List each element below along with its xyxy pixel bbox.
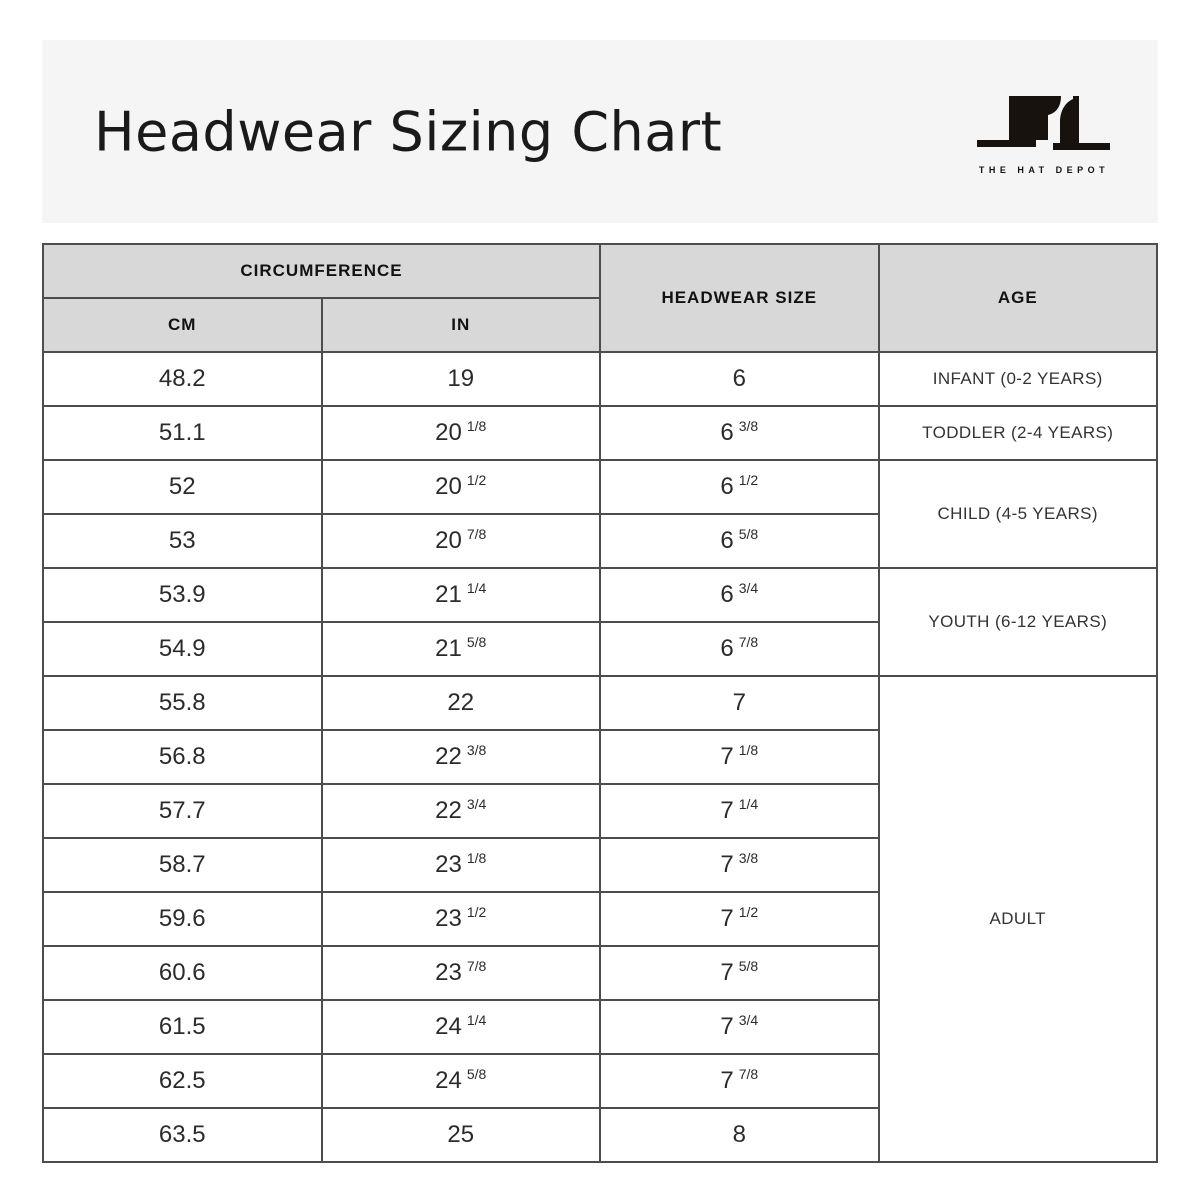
size-cell: 7 $^{1/4}$ bbox=[600, 784, 879, 838]
size-cell: 7 bbox=[600, 676, 879, 730]
col-header-age: AGE bbox=[879, 244, 1158, 352]
fraction: 5/8 bbox=[738, 526, 759, 542]
in-cell: 25 bbox=[322, 1108, 601, 1162]
age-cell: INFANT (0-2 YEARS) bbox=[879, 352, 1158, 406]
size-cell: 6 $^{3/8}$ bbox=[600, 406, 879, 460]
size-cell: 6 $^{5/8}$ bbox=[600, 514, 879, 568]
cm-cell: 58.7 bbox=[43, 838, 322, 892]
size-cell: 7 $^{1/8}$ bbox=[600, 730, 879, 784]
in-cell: 22 $^{3/8}$ bbox=[322, 730, 601, 784]
cm-cell: 53 bbox=[43, 514, 322, 568]
fraction: 1/8 bbox=[466, 418, 487, 434]
cm-cell: 60.6 bbox=[43, 946, 322, 1000]
size-cell: 7 $^{5/8}$ bbox=[600, 946, 879, 1000]
age-cell: TODDLER (2-4 YEARS) bbox=[879, 406, 1158, 460]
size-cell: 7 $^{3/8}$ bbox=[600, 838, 879, 892]
in-cell: 24 $^{5/8}$ bbox=[322, 1054, 601, 1108]
size-cell: 6 $^{3/4}$ bbox=[600, 568, 879, 622]
fraction: 7/8 bbox=[466, 958, 487, 974]
table-row bbox=[43, 460, 1157, 514]
brand-name: THE HAT DEPOT bbox=[978, 165, 1110, 175]
fraction: 3/4 bbox=[466, 796, 487, 812]
age-cell: ADULT bbox=[879, 676, 1158, 1162]
cm-cell: 61.5 bbox=[43, 1000, 322, 1054]
sizing-table-body bbox=[43, 352, 1157, 1162]
brand-logo bbox=[972, 94, 1116, 175]
in-cell: 23 $^{1/2}$ bbox=[322, 892, 601, 946]
in-cell: 21 $^{5/8}$ bbox=[322, 622, 601, 676]
fraction: 1/2 bbox=[466, 472, 487, 488]
size-cell: 6 $^{7/8}$ bbox=[600, 622, 879, 676]
fraction: 1/2 bbox=[466, 904, 487, 920]
col-header-in: IN bbox=[322, 298, 601, 352]
cm-cell: 53.9 bbox=[43, 568, 322, 622]
col-header-circumference: CIRCUMFERENCE bbox=[43, 244, 600, 298]
fraction: 1/4 bbox=[466, 1012, 487, 1028]
fraction: 1/2 bbox=[738, 472, 759, 488]
in-cell: 20 $^{1/8}$ bbox=[322, 406, 601, 460]
age-cell: CHILD (4-5 YEARS) bbox=[879, 460, 1158, 568]
fraction: 7/8 bbox=[738, 1066, 759, 1082]
fraction: 1/4 bbox=[466, 580, 487, 596]
table-row bbox=[43, 406, 1157, 460]
cm-cell: 59.6 bbox=[43, 892, 322, 946]
fraction: 3/8 bbox=[738, 418, 759, 434]
in-cell: 22 bbox=[322, 676, 601, 730]
cm-cell: 62.5 bbox=[43, 1054, 322, 1108]
cm-cell: 54.9 bbox=[43, 622, 322, 676]
cm-cell: 55.8 bbox=[43, 676, 322, 730]
in-cell: 23 $^{1/8}$ bbox=[322, 838, 601, 892]
fraction: 3/4 bbox=[738, 1012, 759, 1028]
cm-cell: 48.2 bbox=[43, 352, 322, 406]
cm-cell: 56.8 bbox=[43, 730, 322, 784]
fraction: 3/8 bbox=[738, 850, 759, 866]
page-title: Headwear Sizing Chart bbox=[94, 100, 723, 163]
col-header-headwear-size: HEADWEAR SIZE bbox=[600, 244, 879, 352]
fraction: 5/8 bbox=[738, 958, 759, 974]
in-cell: 21 $^{1/4}$ bbox=[322, 568, 601, 622]
fraction: 1/4 bbox=[738, 796, 759, 812]
size-cell: 7 $^{7/8}$ bbox=[600, 1054, 879, 1108]
sizing-table bbox=[42, 243, 1158, 1163]
fraction: 7/8 bbox=[466, 526, 487, 542]
top-hat-icon bbox=[974, 94, 1114, 160]
size-cell: 7 $^{3/4}$ bbox=[600, 1000, 879, 1054]
table-header-row-1 bbox=[43, 244, 1157, 298]
table-row bbox=[43, 568, 1157, 622]
age-cell: YOUTH (6-12 YEARS) bbox=[879, 568, 1158, 676]
in-cell: 23 $^{7/8}$ bbox=[322, 946, 601, 1000]
in-cell: 22 $^{3/4}$ bbox=[322, 784, 601, 838]
size-cell: 6 $^{1/2}$ bbox=[600, 460, 879, 514]
fraction: 1/8 bbox=[738, 742, 759, 758]
size-cell: 8 bbox=[600, 1108, 879, 1162]
cm-cell: 51.1 bbox=[43, 406, 322, 460]
fraction: 1/2 bbox=[738, 904, 759, 920]
cm-cell: 52 bbox=[43, 460, 322, 514]
cm-cell: 57.7 bbox=[43, 784, 322, 838]
in-cell: 19 bbox=[322, 352, 601, 406]
fraction: 7/8 bbox=[738, 634, 759, 650]
table-row bbox=[43, 676, 1157, 730]
fraction: 3/4 bbox=[738, 580, 759, 596]
in-cell: 20 $^{7/8}$ bbox=[322, 514, 601, 568]
in-cell: 24 $^{1/4}$ bbox=[322, 1000, 601, 1054]
title-band bbox=[42, 40, 1158, 223]
fraction: 5/8 bbox=[466, 1066, 487, 1082]
fraction: 5/8 bbox=[466, 634, 487, 650]
table-row bbox=[43, 352, 1157, 406]
col-header-cm: CM bbox=[43, 298, 322, 352]
fraction: 3/8 bbox=[466, 742, 487, 758]
cm-cell: 63.5 bbox=[43, 1108, 322, 1162]
in-cell: 20 $^{1/2}$ bbox=[322, 460, 601, 514]
size-cell: 7 $^{1/2}$ bbox=[600, 892, 879, 946]
size-cell: 6 bbox=[600, 352, 879, 406]
fraction: 1/8 bbox=[466, 850, 487, 866]
